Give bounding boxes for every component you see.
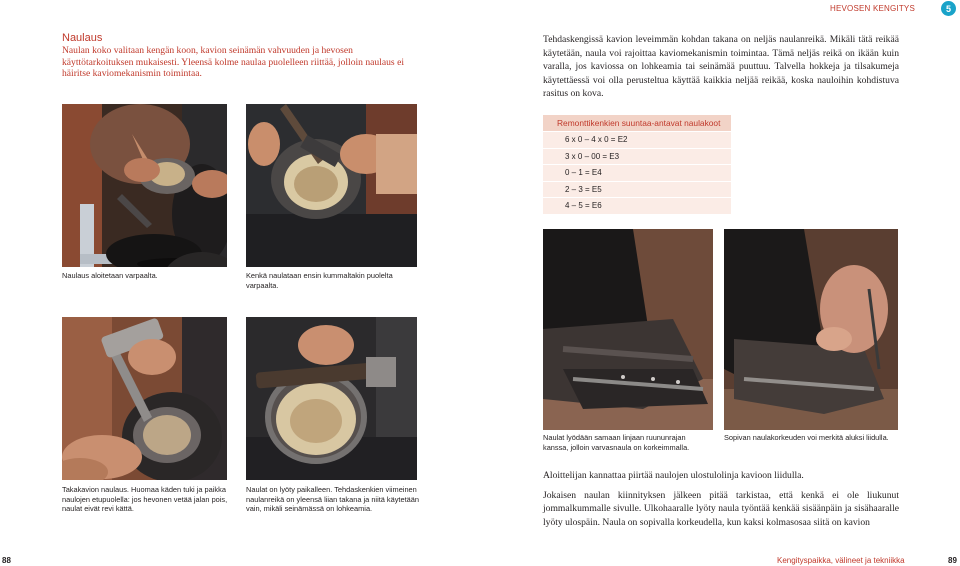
caption-photo4: Naulat on lyöty paikalleen. Tehdaskenkien viimeinen naulanreikä on yleensä liian takana ja niitä käytetään vain, mikäli seinämässä on lohkeamia. bbox=[246, 485, 419, 514]
paragraph: Aloittelijan kannattaa piirtää naulojen ulostulolinja kavioon liidulla. bbox=[543, 470, 804, 481]
caption-photo2: Kenkä naulataan ensin kummaltakin puolelta varpaalta. bbox=[246, 271, 393, 290]
table-row: 0 – 1 = E4 bbox=[543, 165, 731, 181]
page-number-right: 89 bbox=[948, 556, 957, 565]
body-text-top: Tehdaskengissä kavion leveimmän kohdan takana on neljäs naulanreikä. Mikäli tätä reikää käytetään, naula voi rajoittaa kaviomekanismin toimintaa. Tämä neljäs reikä on ikään kuin varalla, jos kaviossa on lohkeamia tai seinämää puuttuu. Talvella hokkeja ja tilsakumeja käytettäessä voi olla perusteltua käyttää kaikkia neljää reikää, koska nauloihin kohdistuva rasitus on kova. bbox=[543, 34, 899, 100]
caption-photo3: Takakavion naulaus. Huomaa käden tuki ja paikka naulojen etupuolella: jos hevonen vetää jalan pois, naulat eivät revi kättä. bbox=[62, 485, 228, 514]
table-row: 6 x 0 – 4 x 0 = E2 bbox=[543, 132, 731, 148]
photo-nails-in-place bbox=[246, 317, 417, 480]
footer-title: Kengityspaikka, välineet ja tekniikka bbox=[777, 556, 905, 565]
table-row: 4 – 5 = E6 bbox=[543, 198, 731, 214]
chapter-number-badge: 5 bbox=[941, 1, 956, 16]
photo-hind-hoof-nailing bbox=[62, 317, 227, 480]
intro-text: Naulan koko valitaan kengän koon, kavion seinämän vahvuuden ja hevosen käyttötarkoituksen mukaisesti. Yleensä kolme naulaa puolelleen riittää, jolloin naulaus ei häiritse kaviomekanismin toimintaa. bbox=[62, 45, 404, 79]
photo-nailing-both-sides bbox=[246, 104, 417, 267]
body-text-bottom bbox=[543, 469, 899, 535]
table-row: 3 x 0 – 00 = E3 bbox=[543, 149, 731, 165]
caption-photo5: Naulat lyödään samaan linjaan ruununrajan kanssa, jolloin varvasnaula on korkeimmalla. bbox=[543, 433, 690, 452]
nail-size-table bbox=[543, 115, 731, 214]
photo-nail-line bbox=[543, 229, 713, 430]
section-title: Naulaus bbox=[62, 32, 103, 44]
page-number-left: 88 bbox=[2, 556, 11, 565]
photo-nailing-toe bbox=[62, 104, 227, 267]
paragraph: Jokaisen naulan kiinnityksen jälkeen pitää tarkistaa, että kenkä ei ole liukunut jommalkummalle sivulle. Ulkohaaralle lyöty naula työntää kenkää sisäänpäin ja sisähaaralle lyöty ulospäin. Naula on sopivalla korkeudella, kun kaksi kolmasosaa siitä on kavion bbox=[543, 489, 899, 528]
caption-photo6: Sopivan naulakorkeuden voi merkitä aluksi liidulla. bbox=[724, 433, 889, 442]
caption-photo1: Naulaus aloitetaan varpaalta. bbox=[62, 271, 158, 280]
photo-chalk-marking bbox=[724, 229, 898, 430]
table-title: Remonttikenkien suuntaa-antavat naulakoot bbox=[543, 115, 731, 131]
running-head: HEVOSEN KENGITYS bbox=[830, 4, 915, 13]
table-row: 2 – 3 = E5 bbox=[543, 182, 731, 198]
